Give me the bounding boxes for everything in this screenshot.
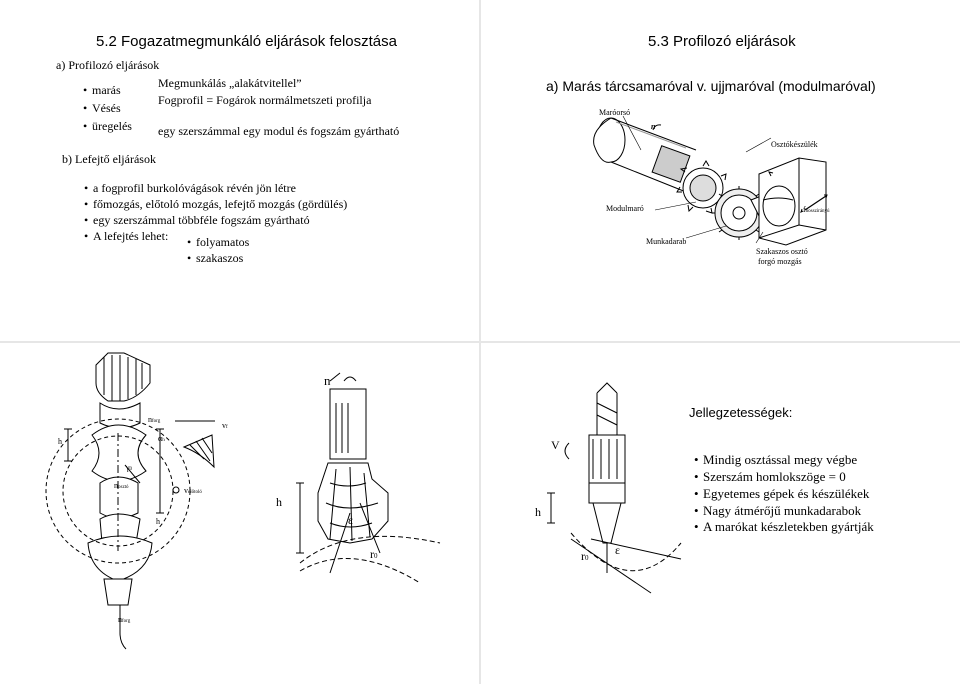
label-feed: fhosszirányú <box>803 205 830 214</box>
label-n-bottom: nforg <box>118 615 131 624</box>
slide1-title: 5.2 Fogazatmegmunkáló eljárások felosztása <box>96 33 397 50</box>
label-indexing-2: forgó mozgás <box>758 257 802 266</box>
section-a-heading: a) Profilozó eljárások <box>56 58 160 72</box>
label-h: h <box>535 505 541 519</box>
slide-cutter-geometry <box>0 343 479 684</box>
label-vf: vf <box>222 421 228 430</box>
label-h: h <box>58 437 62 446</box>
label-module-cutter: Modulmaró <box>606 204 644 213</box>
label-V: V <box>551 438 560 452</box>
label-epsilon: ε <box>348 513 354 527</box>
list-item: • egy szerszámmal többféle fogszám gyártható <box>93 213 310 228</box>
label-epsilon: ε <box>615 543 621 557</box>
milling-machine-illustration <box>481 0 960 341</box>
disc-cutter-drawing <box>46 353 190 649</box>
list-item: • Mindig osztással megy végbe <box>703 452 857 468</box>
list-item: • Szerszám homlokszöge = 0 <box>703 469 846 485</box>
profile-line-3: egy szerszámmal egy modul és fogszám gyártható <box>158 124 400 138</box>
end-mill-drawing <box>547 383 681 593</box>
list-item: • marás <box>92 83 121 98</box>
label-n-osztó: nosztó <box>114 481 129 490</box>
label-r0: r0 <box>370 547 378 561</box>
form-cutter-drawing <box>296 373 440 583</box>
list-item: • Egyetemes gépek és készülékek <box>703 486 869 502</box>
list-item: • A lefejtés lehet: <box>93 229 168 244</box>
list-item: • üregelés <box>92 119 132 134</box>
label-gamma-0: γ0 <box>126 463 133 472</box>
label-n-forg: nforg <box>148 415 161 424</box>
center-icon <box>173 487 179 493</box>
label-alpha-h: αh <box>158 434 165 443</box>
slide-gear-machining-classification <box>0 0 479 341</box>
slide2-title: 5.3 Profilozó eljárások <box>648 33 796 50</box>
profile-line-1: Megmunkálás „alakátvitellel” <box>158 76 302 90</box>
label-workpiece: Munkadarab <box>646 237 687 246</box>
label-v-elotolo: velőtoló <box>184 486 202 495</box>
dividing-head-drawing <box>759 158 826 245</box>
cutter-geometry-diagram <box>0 343 479 684</box>
label-indexing-1: Szakaszos osztó <box>756 247 808 256</box>
characteristics-heading: Jellegzetességek: <box>689 405 793 420</box>
list-item: • Nagy átmérőjű munkadarabok <box>703 503 861 519</box>
label-dividing-head: Osztókészülék <box>771 140 818 149</box>
tooth-angle-drawing <box>175 421 215 467</box>
label-h3: h <box>276 495 282 509</box>
slide-end-mill-characteristics <box>481 343 960 684</box>
list-item: • főmozgás, előtoló mozgás, lefejtő mozgás (gördülés) <box>93 197 347 212</box>
label-h2: h <box>156 517 160 526</box>
label-r0: r0 <box>581 549 589 563</box>
label-spindle: Maróorsó <box>599 108 631 117</box>
slide2-subtitle: a) Marás tárcsamaróval v. ujjmaróval (modulmaróval) <box>546 78 876 94</box>
list-item: • szakaszos <box>196 251 243 266</box>
label-n-top: n <box>324 373 331 388</box>
slide-profile-milling <box>481 0 960 341</box>
profile-line-2: Fogprofil = Fogárok normálmetszeti profilja <box>158 93 372 107</box>
list-item: • Vésés <box>92 101 121 116</box>
list-item: • a fogprofil burkolóvágások révén jön létre <box>93 181 296 196</box>
list-item: • folyamatos <box>196 235 249 250</box>
spindle-drawing <box>594 118 696 192</box>
list-item: • A marókat készletekben gyártják <box>703 519 874 535</box>
label-n: n <box>651 122 656 131</box>
section-b-heading: b) Lefejtő eljárások <box>62 152 156 166</box>
